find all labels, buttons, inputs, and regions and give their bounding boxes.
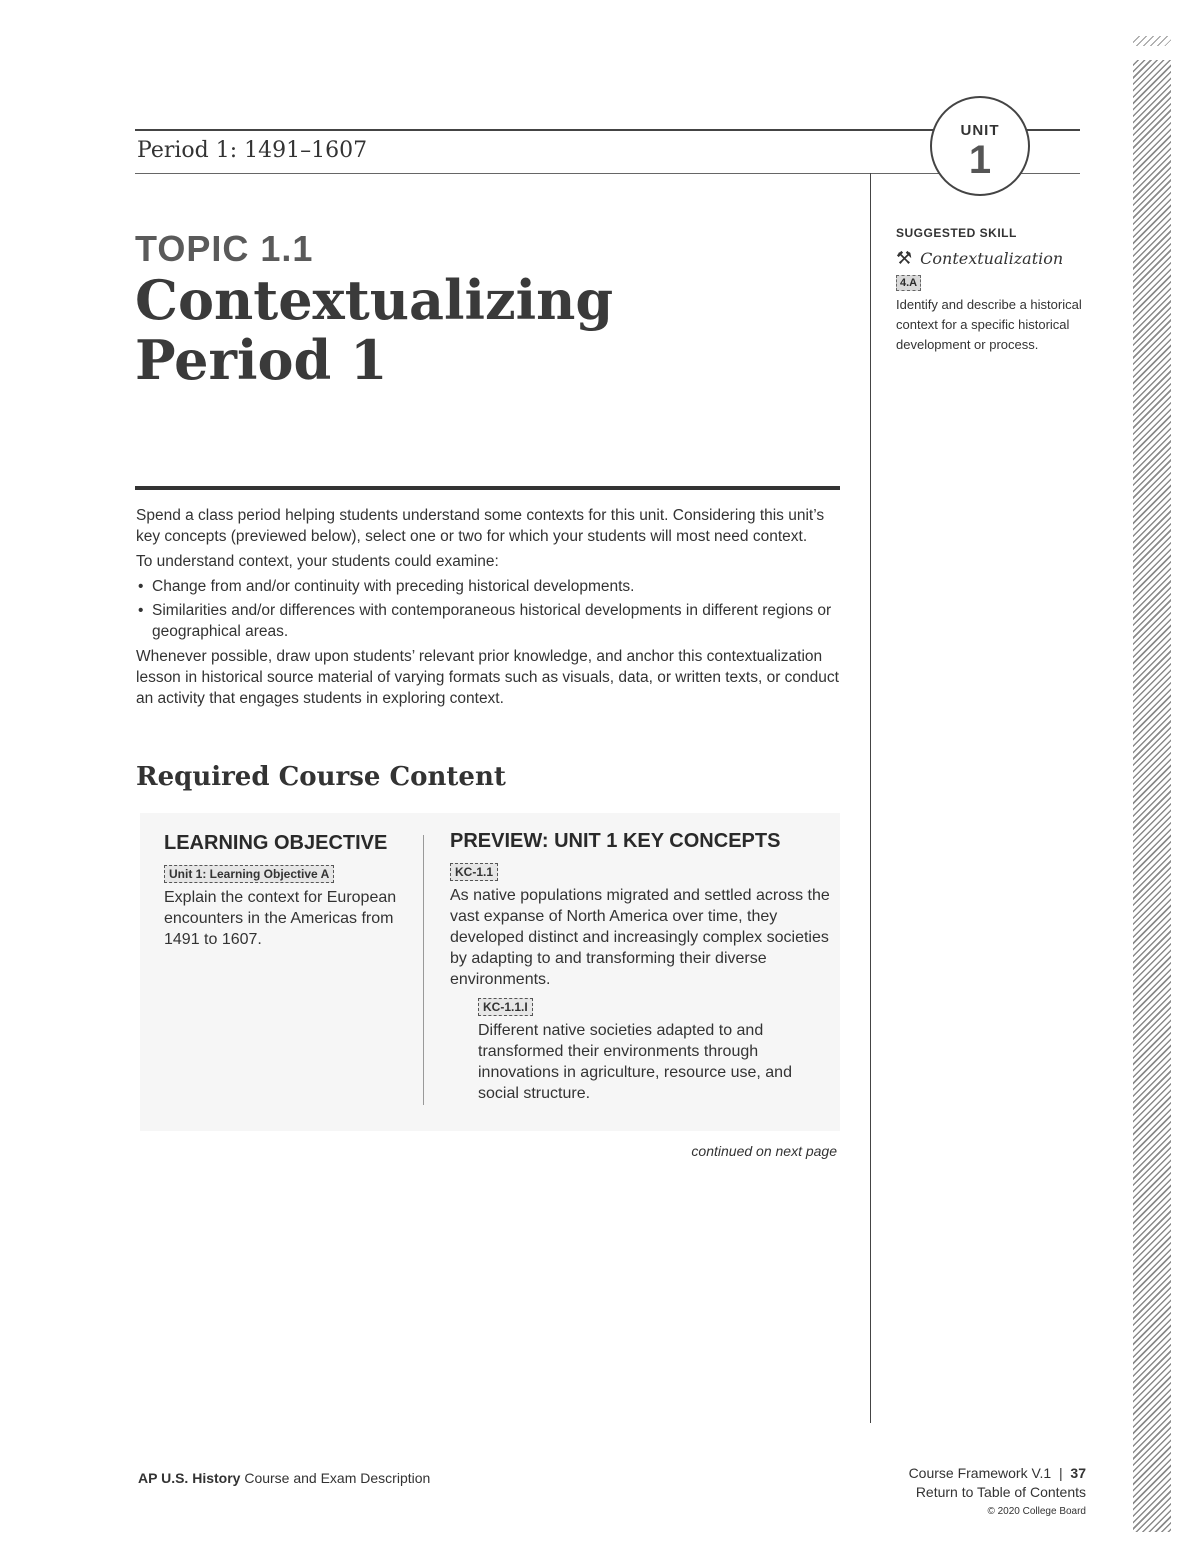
required-content-heading: Required Course Content: [136, 762, 506, 792]
unit-label: UNIT: [960, 122, 1000, 139]
continued-note: continued on next page: [691, 1143, 837, 1159]
footer-left: [138, 1470, 430, 1486]
intro-paragraph-3: Whenever possible, draw upon students’ relevant prior knowledge, and anchor this contextualization lesson in historical source material of varying formats such as visuals, data, or written texts, or conduct an activity that engages students in exploring context.: [136, 648, 839, 707]
footer-page-line: [800, 1464, 1086, 1483]
skill-label: SUGGESTED SKILL: [896, 226, 1017, 240]
section-rule: [135, 486, 840, 490]
list-item: • Similarities and/or differences with contemporaneous historical developments in different regions or geographical areas.: [152, 600, 846, 642]
list-item: • Change from and/or continuity with preceding historical developments.: [152, 576, 846, 597]
intro-paragraph-1: Spend a class period helping students understand some contexts for this unit. Considering this unit’s key concepts (previewed below), select one or two for which your students will most need context.: [136, 507, 825, 545]
footer-framework: Course Framework V.1: [908, 1465, 1052, 1481]
topic-title-line2: Period 1: [135, 328, 388, 392]
skill-code: 4.A: [896, 275, 921, 291]
edge-hatch-top: [1133, 36, 1171, 46]
footer-course: AP U.S. History: [138, 1470, 241, 1486]
learning-objective-column: [164, 832, 404, 950]
key-concepts-column: [450, 830, 830, 1104]
key-concepts-heading: PREVIEW: UNIT 1 KEY CONCEPTS: [450, 830, 781, 852]
kc-sub-tag: KC-1.1.I: [478, 998, 533, 1016]
skill-name: Contextualization: [920, 249, 1064, 268]
suggested-skill: [896, 226, 1086, 355]
page-number: 37: [1070, 1465, 1086, 1481]
learning-objective-heading: LEARNING OBJECTIVE: [164, 832, 388, 854]
column-divider: [423, 835, 424, 1105]
kc-sub-text: Different native societies adapted to and transformed their environments through innovations in agriculture, resource use, and social structure.: [478, 1022, 792, 1102]
topic-title: [135, 270, 835, 390]
footer-separator: |: [1059, 1465, 1063, 1481]
kc-text: As native populations migrated and settled across the vast expanse of North America over time, they developed distinct and increasingly complex societies by adapting to and transforming their diverse environments.: [450, 887, 830, 988]
footer-subtitle: Course and Exam Description: [244, 1470, 431, 1486]
intro-bullets: [136, 576, 846, 642]
unit-badge: [930, 96, 1030, 196]
learning-objective-tag: Unit 1: Learning Objective A: [164, 865, 334, 883]
learning-objective-text: Explain the context for European encounters in the Americas from 1491 to 1607.: [164, 889, 397, 948]
toc-link[interactable]: Return to Table of Contents: [915, 1484, 1086, 1500]
sidebar-divider: [870, 173, 871, 1423]
footer-right: [800, 1464, 1086, 1521]
period-header: Period 1: 1491–1607: [137, 138, 368, 163]
crossed-tools-icon: ⚒: [896, 248, 913, 269]
unit-number: 1: [968, 138, 992, 182]
skill-description: Identify and describe a historical context for a specific historical development or process.: [896, 297, 1082, 352]
topic-title-line1: Contextualizing: [135, 268, 614, 332]
copyright: © 2020 College Board: [987, 1506, 1086, 1517]
edge-hatch: [1133, 60, 1171, 1532]
intro-section: [136, 505, 846, 713]
skill-row: [896, 248, 1086, 269]
intro-paragraph-2: To understand context, your students could examine:: [136, 553, 499, 570]
kc-subconcept: [478, 998, 830, 1104]
kc-tag: KC-1.1: [450, 863, 498, 881]
topic-label: TOPIC 1.1: [135, 228, 314, 269]
